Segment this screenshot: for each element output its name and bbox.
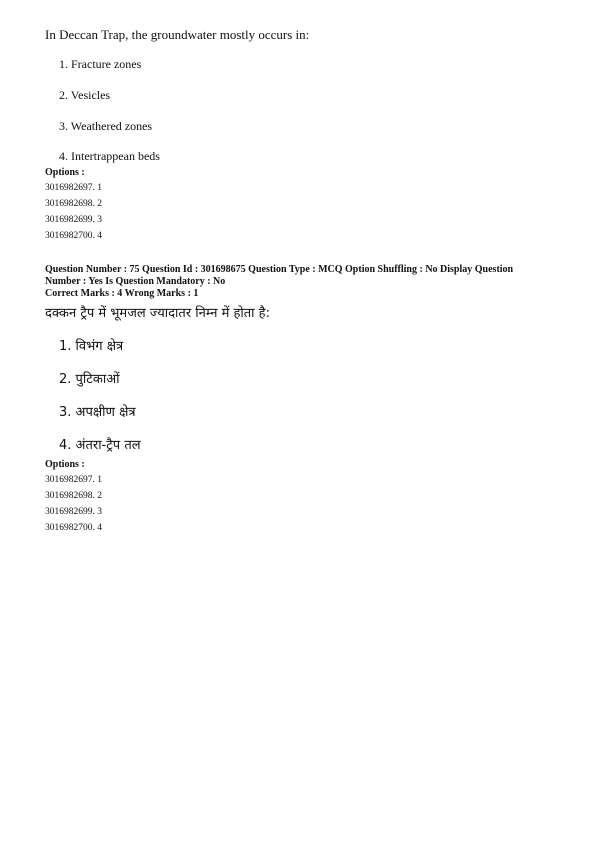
option-1-english: 1. Fracture zones [59, 57, 142, 71]
option-id-4-hindi: 3016982700. 4 [45, 523, 102, 533]
option-id-1-hindi: 3016982697. 1 [45, 475, 102, 485]
option-id-1-english: 3016982697. 1 [45, 183, 102, 193]
options-label-hindi: Options : [45, 459, 85, 470]
question-text-hindi: दक्कन ट्रैप में भूमजल ज्यादातर निम्न में होता है: [45, 306, 270, 321]
option-2-english: 2. Vesicles [59, 88, 111, 102]
metadata-line-2: Number : Yes Is Question Mandatory : No [45, 276, 226, 287]
option-id-3-english: 3016982699. 3 [45, 215, 102, 225]
option-2-hindi: 2. पुटिकाओं [59, 372, 120, 387]
option-id-3-hindi: 3016982699. 3 [45, 507, 102, 517]
metadata-line-1: Question Number : 75 Question Id : 301698675 Question Type : MCQ Option Shuffling : No Display Question [45, 264, 514, 275]
option-4-english: 4. Intertrappean beds [59, 149, 160, 163]
option-id-2-english: 3016982698. 2 [45, 199, 102, 209]
option-id-2-hindi: 3016982698. 2 [45, 491, 102, 501]
option-1-hindi: 1. विभंग क्षेत्र [59, 339, 124, 354]
option-3-hindi: 3. अपक्षीण क्षेत्र [59, 405, 136, 420]
option-3-english: 3. Weathered zones [59, 119, 153, 133]
option-4-hindi: 4. अंतरा-ट्रैप तल [59, 438, 141, 453]
question-metadata [45, 264, 555, 300]
option-id-4-english: 3016982700. 4 [45, 231, 102, 241]
question-text-english: In Deccan Trap, the groundwater mostly occurs in: [45, 27, 310, 42]
metadata-line-3: Correct Marks : 4 Wrong Marks : 1 [45, 288, 199, 299]
options-label-english: Options : [45, 167, 85, 178]
